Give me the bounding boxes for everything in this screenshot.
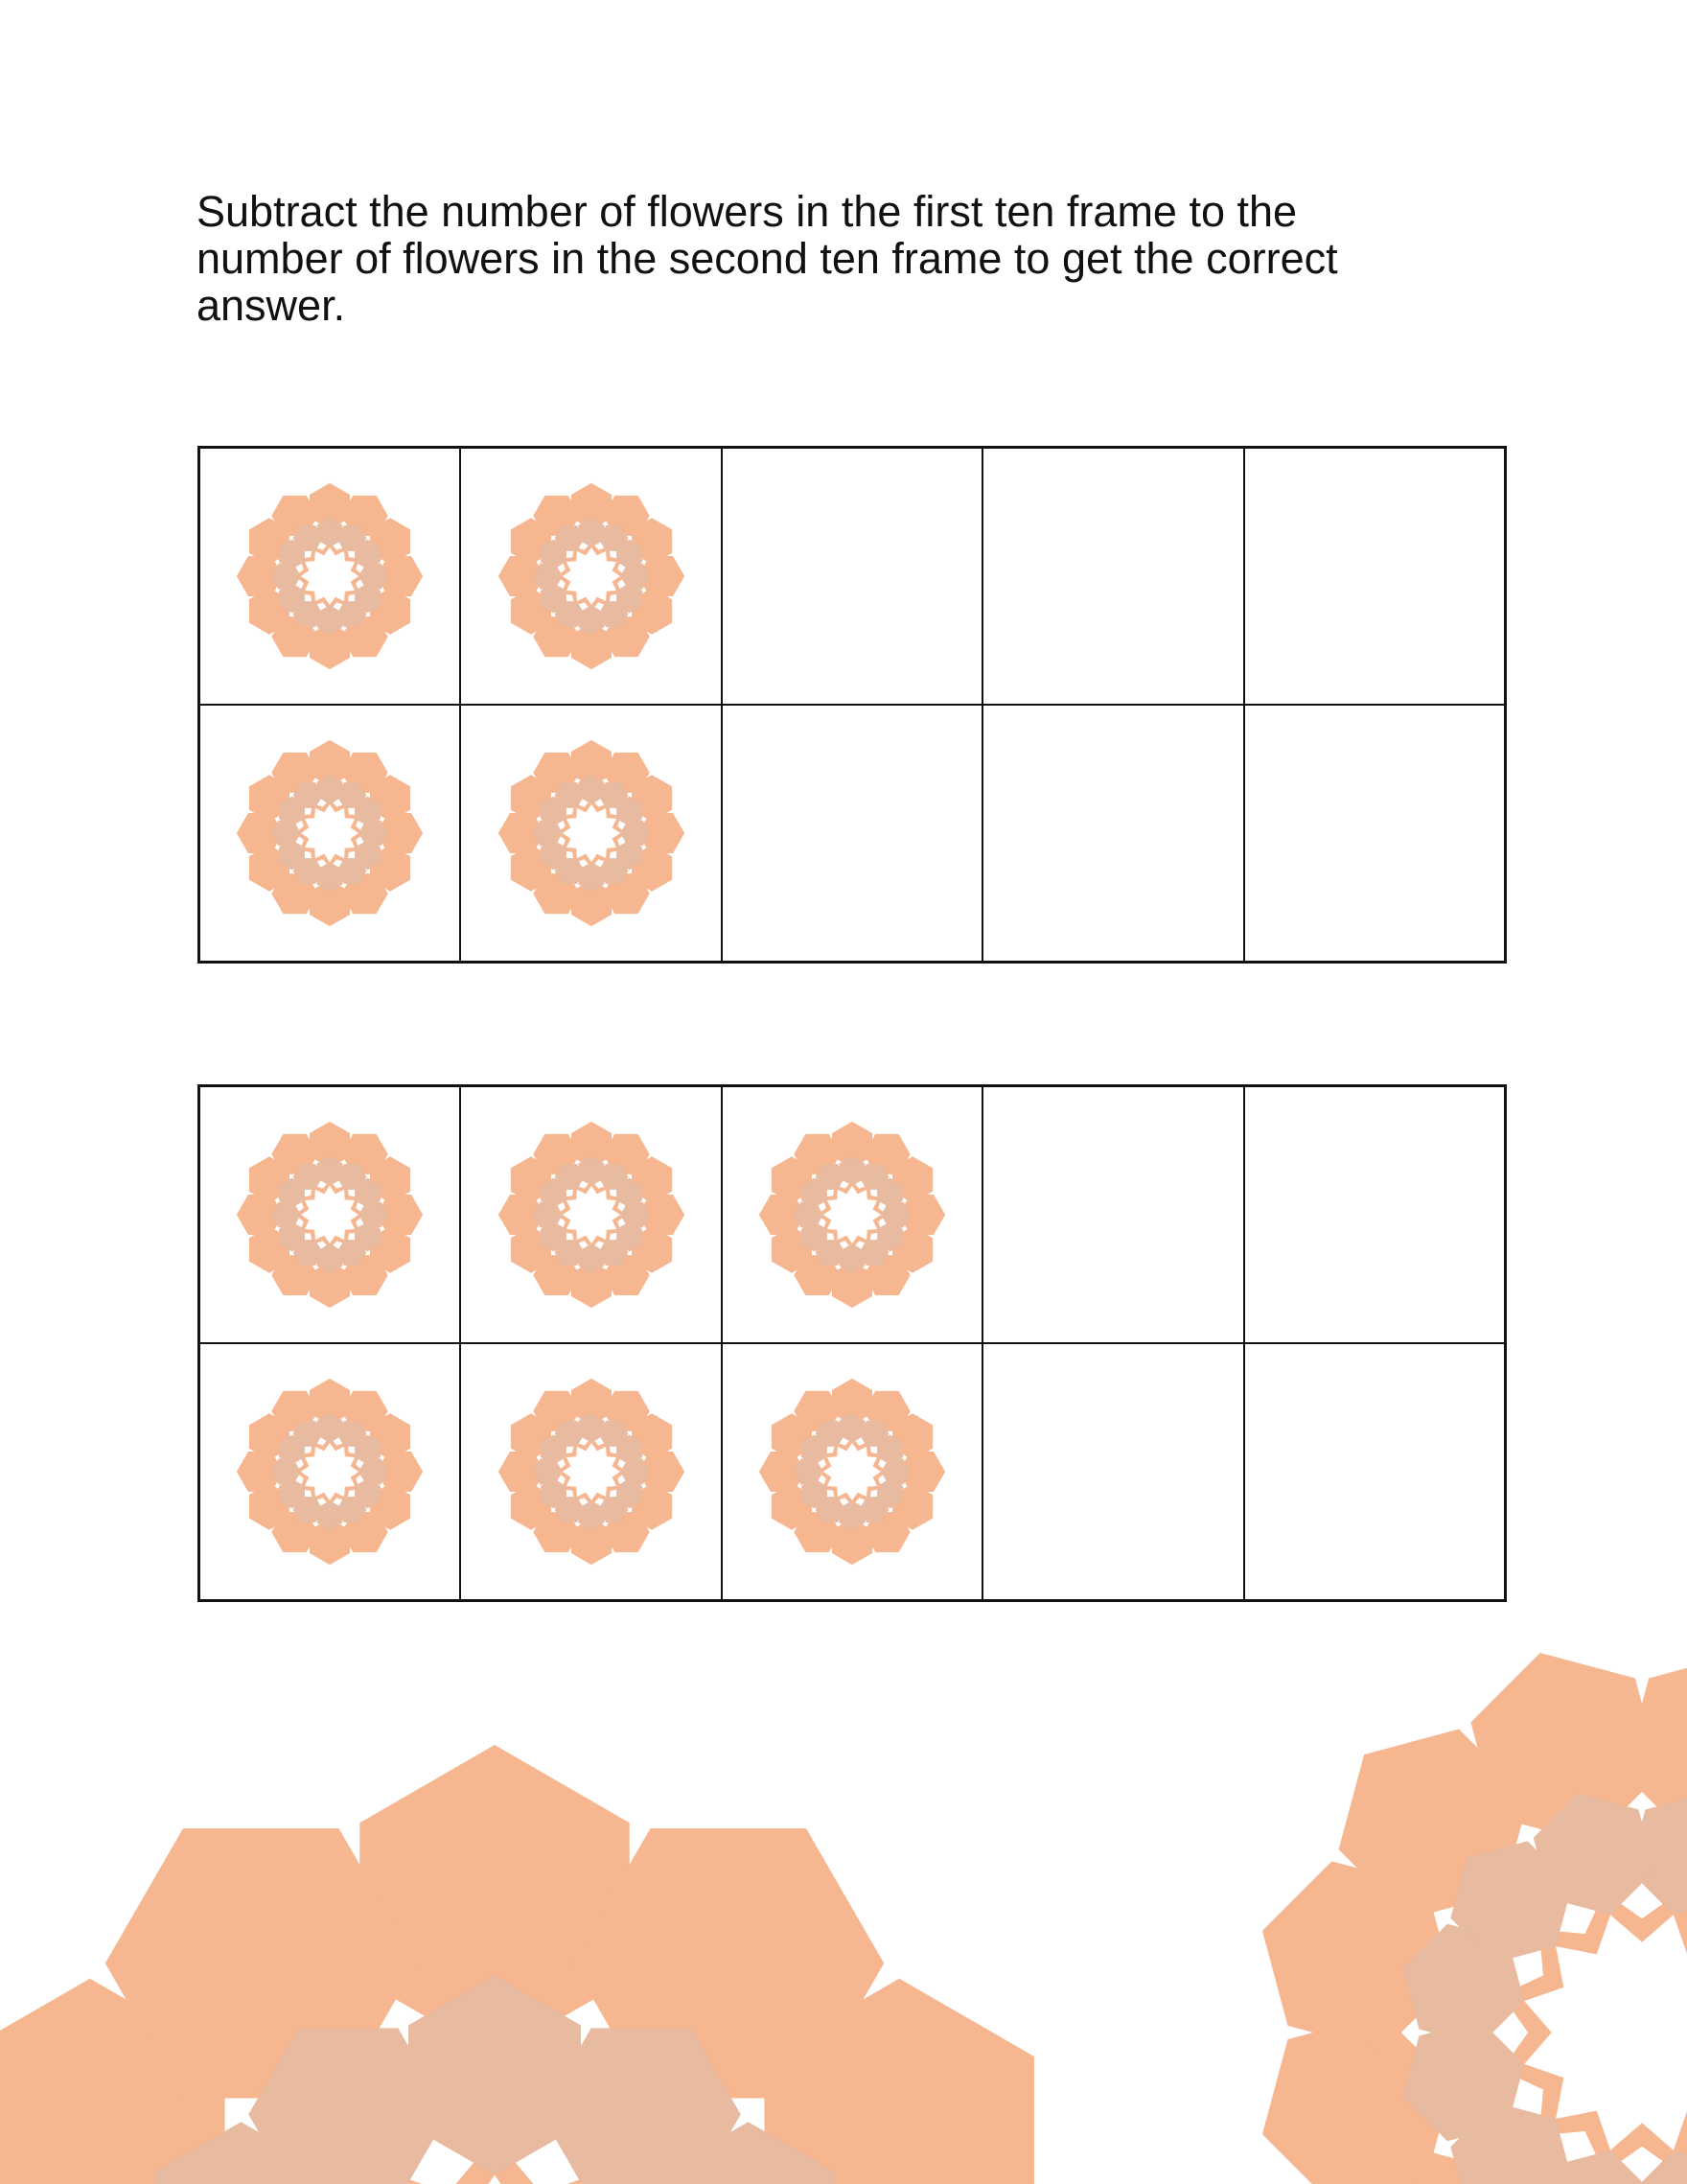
ten-frame-cell xyxy=(199,1343,460,1600)
ten-frame-cell xyxy=(1244,1343,1505,1600)
ten-frame-cell xyxy=(722,1343,982,1600)
ten-frame-cell xyxy=(982,448,1243,705)
flower-icon xyxy=(232,478,428,674)
ten-frame-cell xyxy=(982,1343,1243,1600)
instruction-text: Subtract the number of flowers in the first ten frame to the number of flowers in the second ten frame to get the correct answer. xyxy=(196,187,1338,330)
ten-frame-cell xyxy=(722,705,982,962)
ten-frame-cell xyxy=(982,1086,1243,1343)
flower-icon xyxy=(494,478,689,674)
flower-icon xyxy=(232,1374,428,1569)
flower-icon xyxy=(494,1374,689,1569)
decorative-flower-icon-left xyxy=(0,1745,1034,2184)
ten-frame-cell xyxy=(982,705,1243,962)
first-ten-frame xyxy=(197,446,1507,964)
flower-icon xyxy=(494,735,689,931)
ten-frame-cell xyxy=(460,1343,721,1600)
ten-frame-cell xyxy=(199,1086,460,1343)
flower-icon xyxy=(754,1374,950,1569)
second-ten-frame xyxy=(197,1084,1507,1602)
ten-frame-cell xyxy=(199,705,460,962)
ten-frame-cell xyxy=(1244,1086,1505,1343)
flower-icon xyxy=(232,1117,428,1313)
ten-frame-cell xyxy=(1244,705,1505,962)
ten-frame-cell xyxy=(1244,448,1505,705)
flower-icon xyxy=(232,735,428,931)
ten-frame-cell xyxy=(460,1086,721,1343)
ten-frame-cell xyxy=(722,448,982,705)
flower-icon xyxy=(494,1117,689,1313)
flower-icon xyxy=(754,1117,950,1313)
ten-frame-cell xyxy=(199,448,460,705)
ten-frame-cell xyxy=(460,448,721,705)
ten-frame-cell xyxy=(460,705,721,962)
decorative-flower-icon-right xyxy=(1262,1653,1687,2184)
ten-frame-cell xyxy=(722,1086,982,1343)
